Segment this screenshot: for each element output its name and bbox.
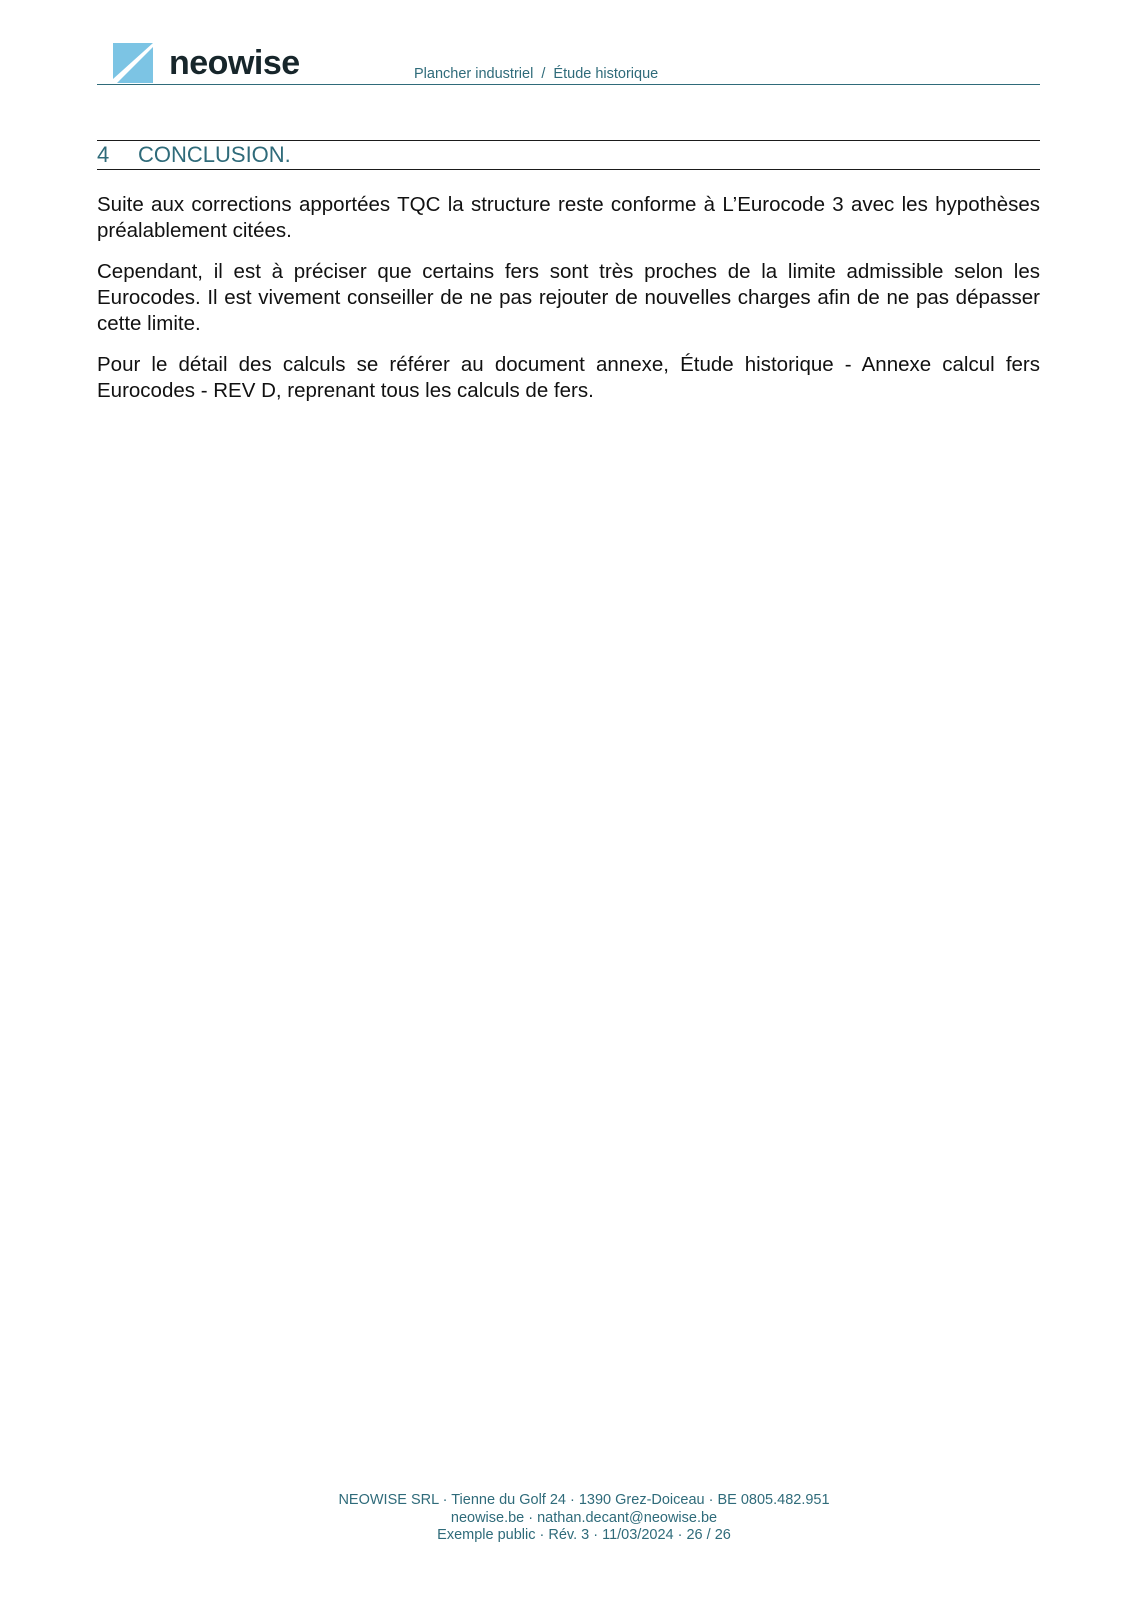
footer-revision-line: Exemple public · Rév. 3 · 11/03/2024 · 26 / 26 (437, 1527, 731, 1543)
company-logo (113, 43, 300, 83)
logo-wordmark: neowise (169, 44, 300, 82)
footer-company-line: NEOWISE SRL · Tienne du Golf 24 · 1390 Grez-Doiceau · BE 0805.482.951 (338, 1492, 830, 1508)
body-paragraph: Pour le détail des calculs se référer au document annexe, Étude historique - Annexe calcul fers Eurocodes - REV D, reprenant tous les calculs de fers. (97, 353, 1040, 402)
logo-mark-icon (113, 43, 153, 83)
body-paragraph: Suite aux corrections apportées TQC la structure reste conforme à L’Eurocode 3 avec les hypothèses préalablement citées. (97, 193, 1040, 242)
header-breadcrumb: Plancher industriel / Étude historique (414, 66, 659, 82)
section-title: CONCLUSION. (138, 142, 291, 167)
section-heading (97, 140, 1040, 170)
page-footer (0, 1492, 1132, 1545)
section-body (97, 192, 1040, 419)
section-number: 4 (97, 142, 110, 167)
page-header (97, 40, 1040, 85)
body-paragraph: Cependant, il est à préciser que certains fers sont très proches de la limite admissible selon les Eurocodes. Il est vivement conseiller de ne pas rejouter de nouvelles charges afin de ne pas dépasser cette limite. (97, 260, 1040, 335)
footer-contact-line: neowise.be · nathan.decant@neowise.be (450, 1509, 718, 1526)
